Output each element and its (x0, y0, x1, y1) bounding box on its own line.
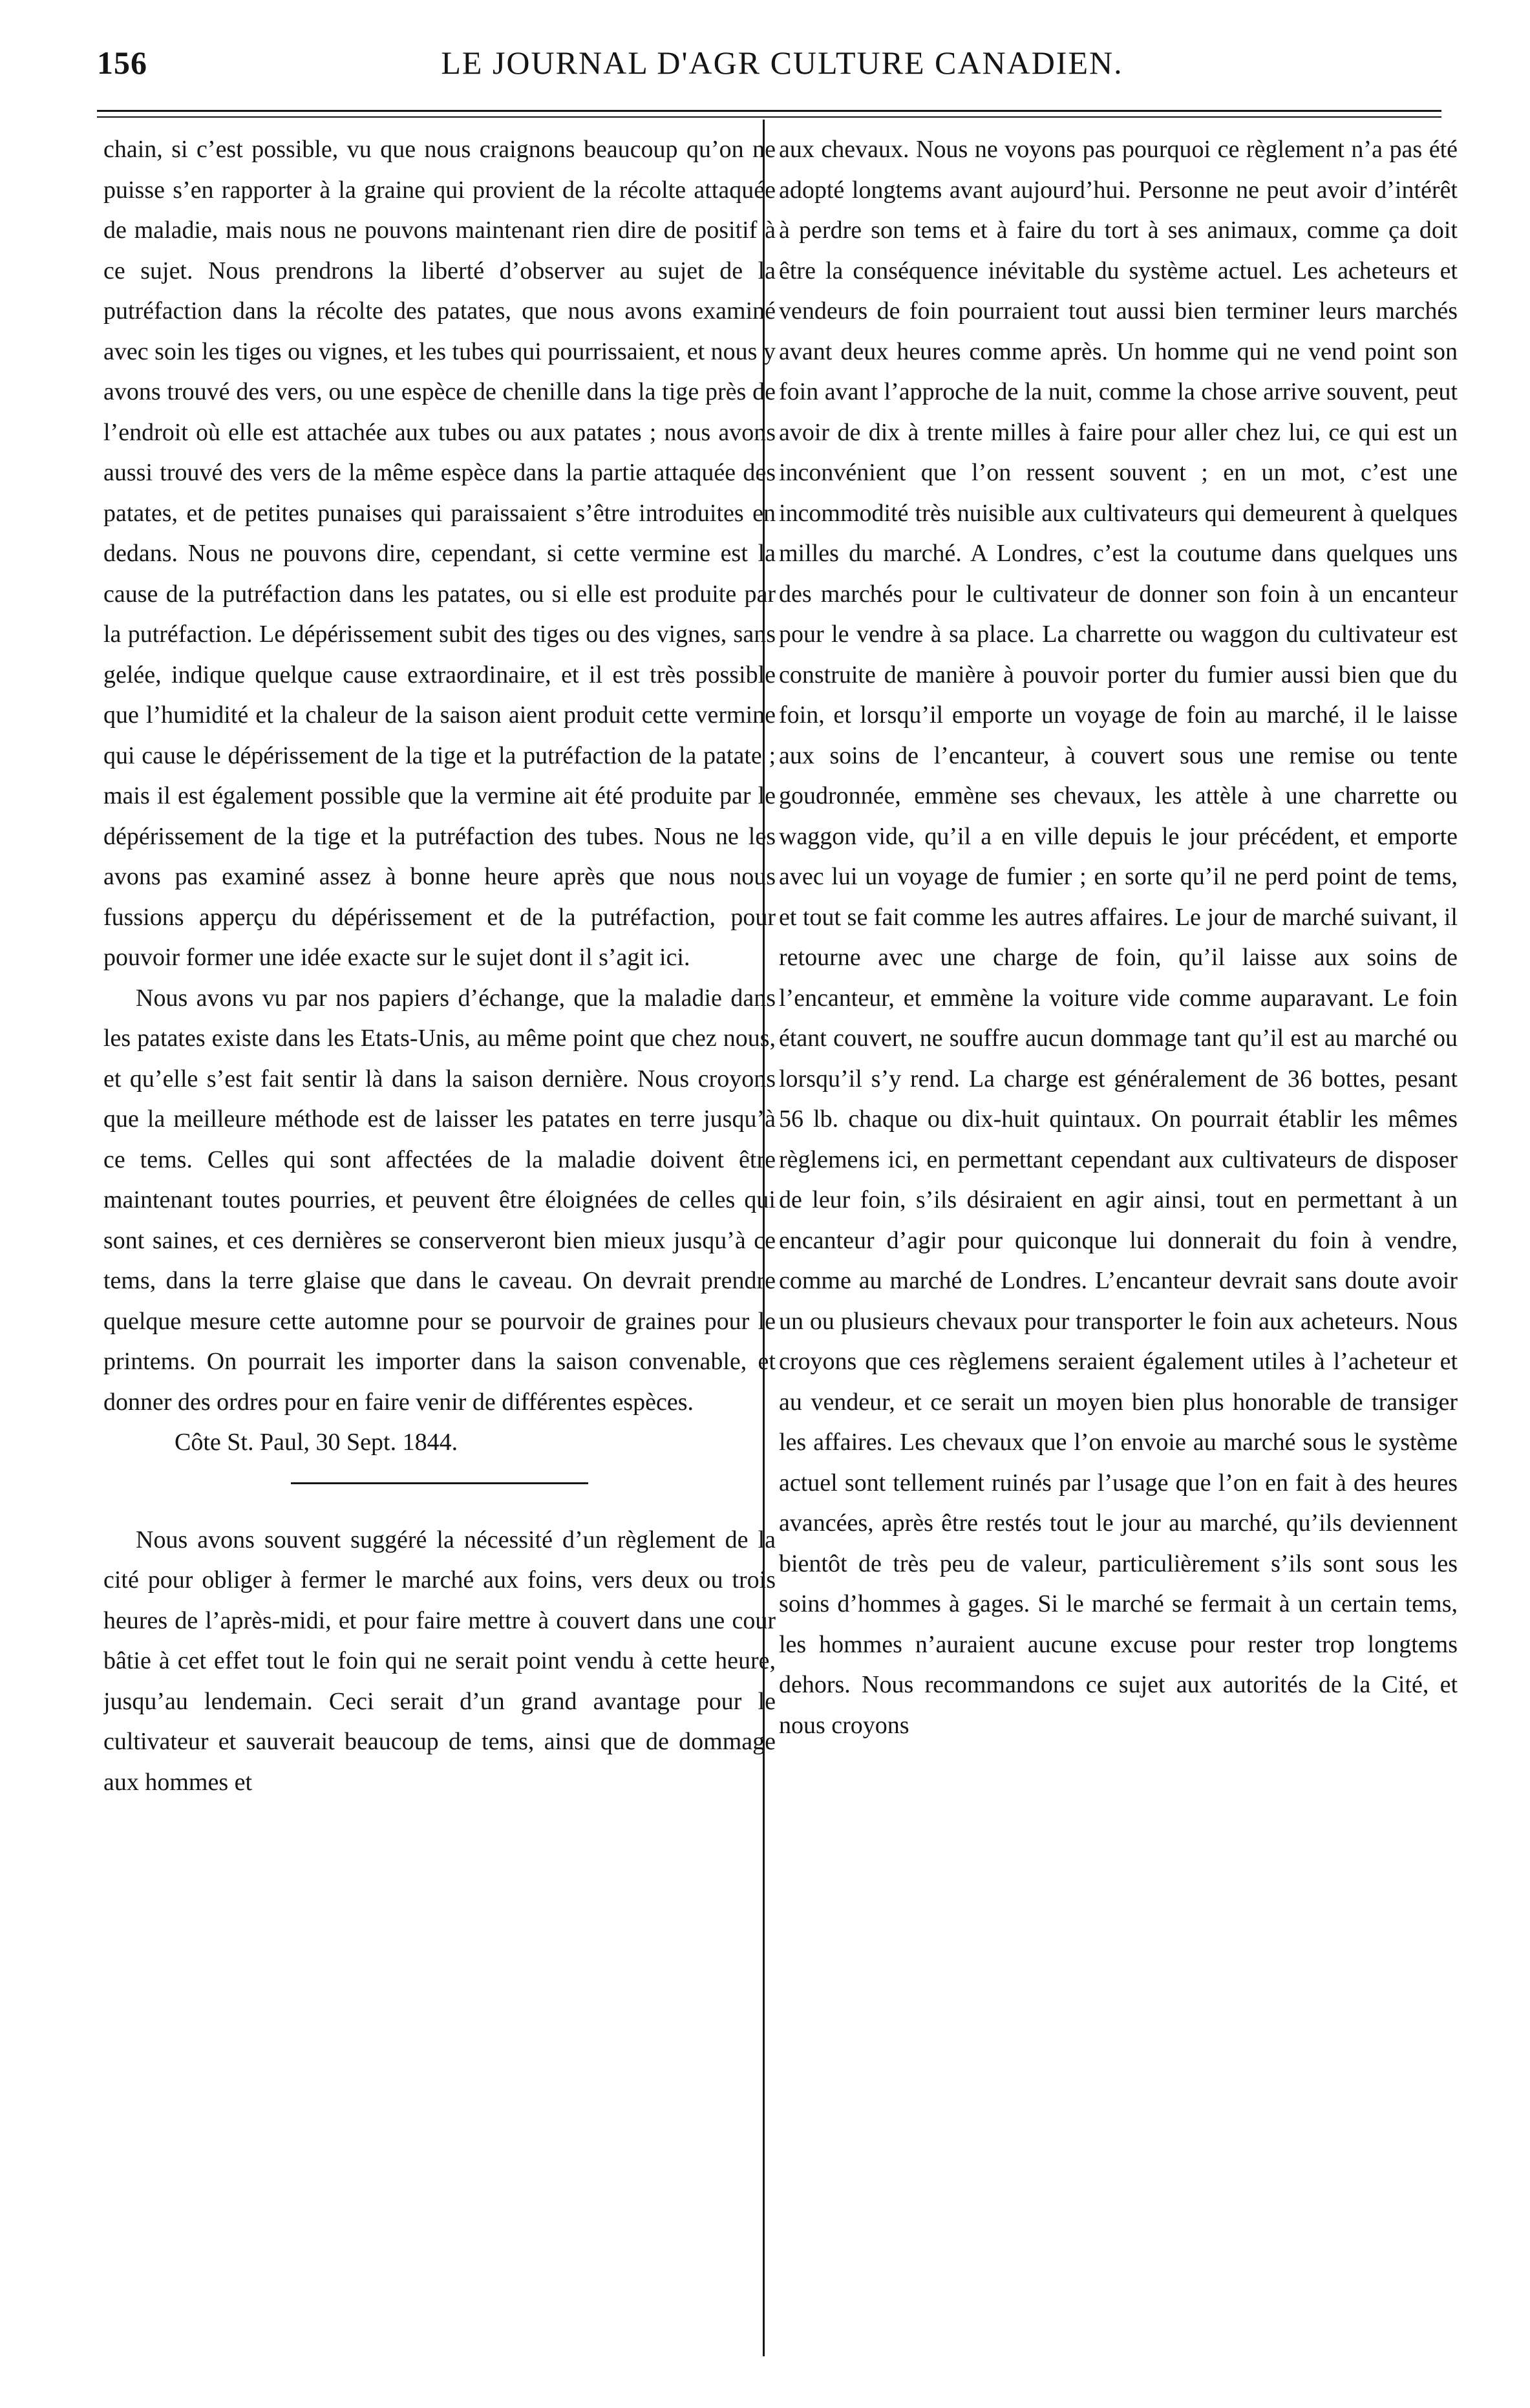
left-column (103, 129, 776, 2353)
paragraph: Nous avons vu par nos papiers d’échange, que la maladie dans les patates existe dans les Etats-Unis, au même point que chez nous, et qu’elle s’est fait sentir là dans la saison dernière. Nous croyons que la meilleure méthode est de laisser les patates en terre jusqu’à ce tems. Celles qui sont affectées de la maladie doivent être maintenant toutes pourries, et peuvent être éloignées de celles qui sont saines, et ces dernières se conserveront bien mieux jusqu’à ce tems, dans la terre glaise que dans le caveau. On devrait prendre quelque mesure cette automne pour se pourvoir de graines pour le printems. On pourrait les importer dans la saison convenable, et donner des ordres pour en faire venir de différentes espèces. (103, 984, 776, 1416)
right-column (779, 129, 1458, 2353)
section-rule (291, 1482, 588, 1484)
header-rule (97, 110, 1441, 112)
paragraph: aux chevaux. Nous ne voyons pas pourquoi ce règlement n’a pas été adopté longtems avant aujourd’hui. Personne ne peut avoir d’intérêt à perdre son tems et à faire du tort à ses animaux, comme ça doit être la conséquence inévitable du système actuel. Les acheteurs et vendeurs de foin pourraient tout aussi bien terminer leurs marchés avant deux heures comme après. Un homme qui ne vend point son foin avant l’approche de la nuit, comme la chose arrive souvent, peut avoir de dix à trente milles à faire pour aller chez lui, ce qui est un inconvénient que l’on ressent souvent ; en un mot, c’est une incommodité très nuisible aux cultivateurs qui demeurent à quelques milles du marché. A Londres, c’est la coutume dans quelques uns des marchés pour le cultivateur de donner son foin à un encanteur pour le vendre à sa place. La charrette ou waggon du cultivateur est construite de manière à pouvoir porter du fumier aussi bien que du foin, et lorsqu’il emporte un voyage de foin au marché, il le laisse aux soins de l’encanteur, à couvert sous une remise ou tente goudronnée, emmène ses chevaux, les attèle à une charrette ou waggon vide, qu’il a en ville depuis le jour précédent, et emporte avec lui un voyage de fumier ; en sorte qu’il ne perd point de tems, et tout se fait comme les autres affaires. Le jour de marché suivant, il retourne avec une charge de foin, qu’il laisse aux soins de l’encanteur, et emmène la voiture vide comme auparavant. Le foin étant couvert, ne souffre aucun dommage tant qu’il est au marché ou lorsqu’il s’y rend. La charge est généralement de 36 bottes, pesant 56 lb. chaque ou dix-huit quintaux. On pourrait établir les mêmes règlemens ici, en permettant cependant aux cultivateurs de disposer de leur foin, s’ils désiraient en agir ainsi, tout en permettant à un encanteur d’agir pour quiconque lui donnerait du foin à vendre, comme au marché de Londres. L’encanteur devrait sans doute avoir un ou plusieurs chevaux pour transporter le foin aux acheteurs. Nous croyons que ces règlemens seraient également utiles à l’acheteur et au vendeur, et ce serait un moyen bien plus honorable de transiger les affaires. Les chevaux que l’on envoie au marché sous le système actuel sont tellement ruinés par l’usage que l’on en fait à des heures avancées, après être restés tout le jour au marché, qu’ils deviennent bientôt de très peu de valeur, particulièrement s’ils sont sous les soins d’hommes à gages. Si le marché se fermait à un certain tems, les hommes n’auraient aucune excuse pour rester trop longtems dehors. Nous recommandons ce sujet aux autorités de la Cité, et nous croyons (779, 136, 1458, 1739)
header-rule-thin (97, 116, 1441, 118)
page-number: 156 (97, 45, 147, 81)
paragraph: chain, si c’est possible, vu que nous craignons beaucoup qu’on ne puisse s’en rapporter à la graine qui provient de la récolte attaquée de maladie, mais nous ne pouvons maintenant rien dire de positif à ce sujet. Nous prendrons la liberté d’observer au sujet de la putréfaction dans la récolte des patates, que nous avons examiné avec soin les tiges ou vignes, et les tubes qui pourrissaient, et nous y avons trouvé des vers, ou une espèce de chenille dans la tige près de l’endroit où elle est attachée aux tubes ou aux patates ; nous avons aussi trouvé des vers de la même espèce dans la partie attaquée des patates, et de petites punaises qui paraissaient s’être introduites en dedans. Nous ne pouvons dire, cependant, si cette vermine est la cause de la putréfaction dans les patates, ou si elle est produite par la putréfaction. Le dépérissement subit des tiges ou des vignes, sans gelée, indique quelque cause extraordinaire, et il est très possible que l’humidité et la chaleur de la saison aient produit cette vermine qui cause le dépérissement de la tige et la putréfaction de la patate ; mais il est également possible que la vermine ait été produite par le dépérissement de la tige et la putréfaction des tubes. Nous ne les avons pas examiné assez à bonne heure après que nous nous fussions apperçu du dépérissement et de la putréfaction, pour pouvoir former une idée exacte sur le sujet dont il s’agit ici. (103, 136, 776, 971)
running-head: LE JOURNAL D'AGR CULTURE CANADIEN. (441, 45, 1123, 81)
dateline: Côte St. Paul, 30 Sept. 1844. (175, 1429, 458, 1456)
paragraph: Nous avons souvent suggéré la nécessité d’un règlement de la cité pour obliger à fermer le marché aux foins, vers deux ou trois heures de l’après-midi, et pour faire mettre à couvert dans une cour bâtie à cet effet tout le foin qui ne serait point vendu à cette heure, jusqu’au lendemain. Ceci serait d’un grand avantage pour le cultivateur et sauverait beaucoup de tems, ainsi que de dommage aux hommes et (103, 1526, 776, 1796)
